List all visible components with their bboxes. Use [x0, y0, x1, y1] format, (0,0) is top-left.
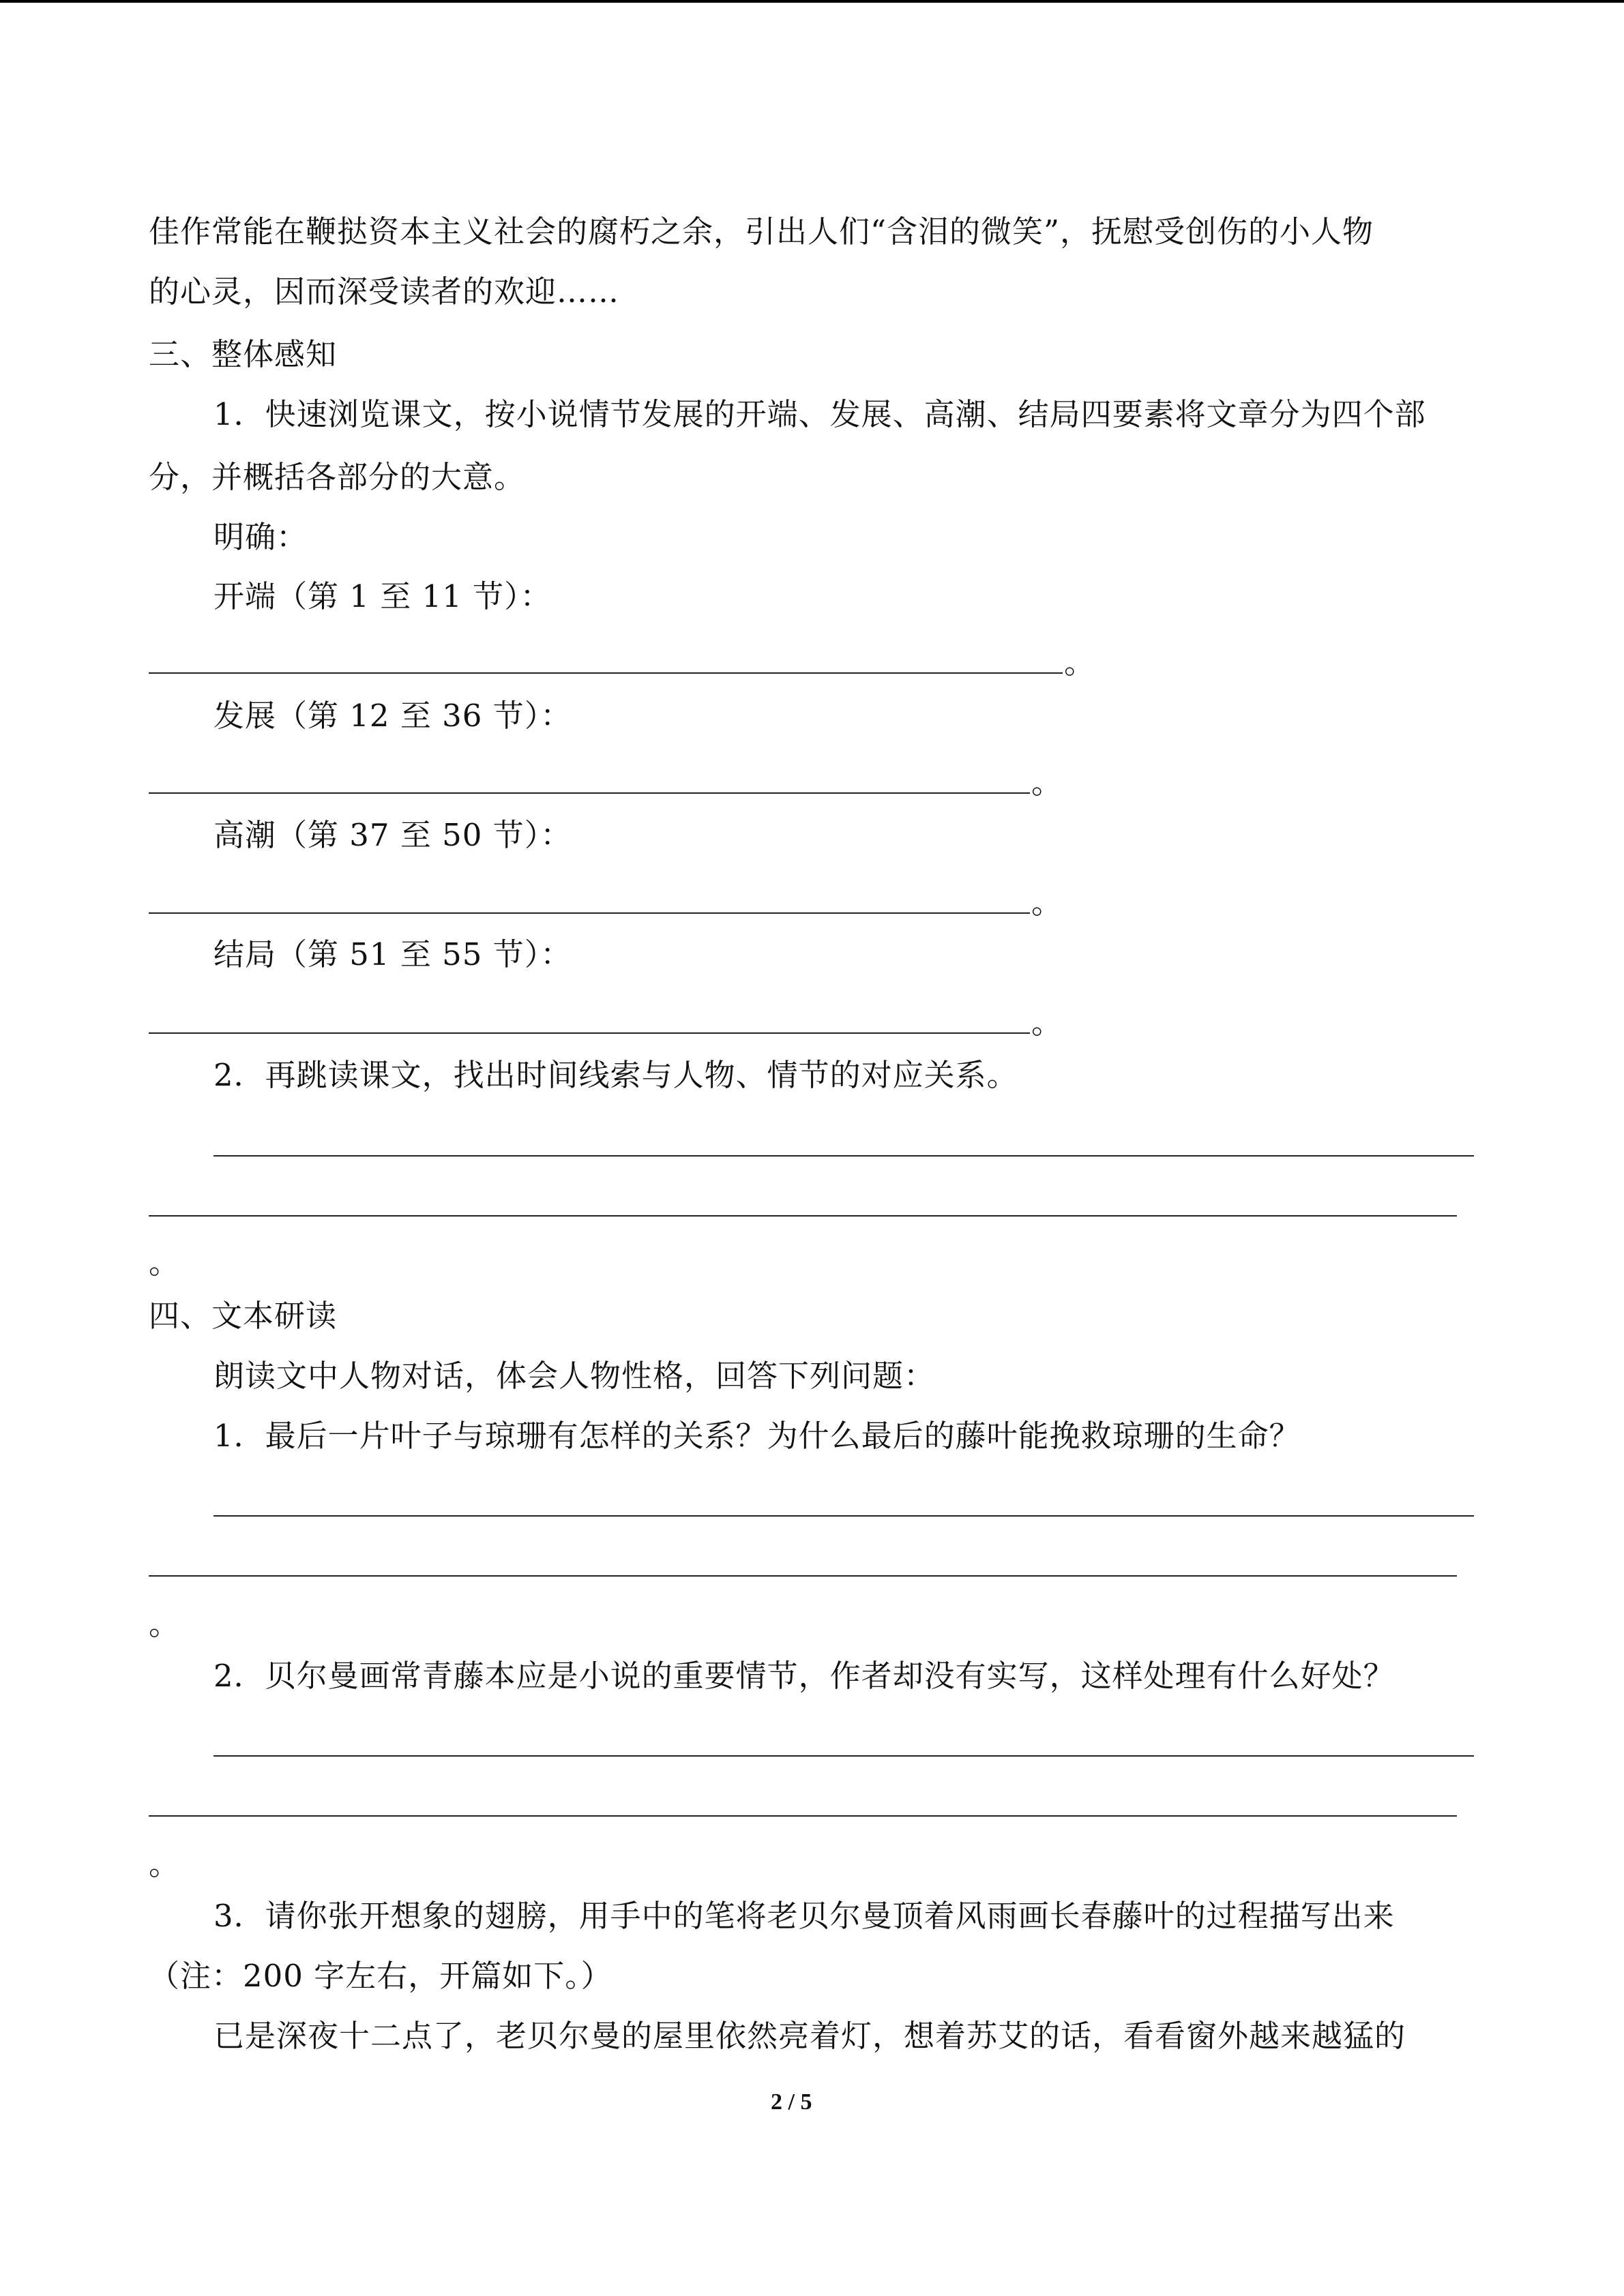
s4-q3-opening-sentence: 已是深夜十二点了，老贝尔曼的屋里依然亮着灯，想着苏艾的话，看看窗外越来越猛的: [213, 2018, 1406, 2054]
period-mark: 。: [149, 1846, 180, 1882]
q2-text: 2．再跳读课文，找出时间线索与人物、情节的对应关系。: [213, 1057, 1018, 1093]
intro-line-1: 佳作常能在鞭挞资本主义社会的腐朽之余，引出人们“含泪的微笑”，抚慰受创伤的小人物: [149, 213, 1374, 250]
answer-label: 明确：: [213, 519, 308, 555]
q2-answer-blank-1[interactable]: [213, 1155, 1474, 1157]
period-mark: 。: [1031, 884, 1063, 921]
section-4-instruction: 朗读文中人物对话，体会人物性格，回答下列问题：: [213, 1358, 936, 1394]
page-number: 2 / 5: [771, 2089, 812, 2115]
s4-q1-answer-blank-1[interactable]: [213, 1515, 1474, 1517]
section-3-heading: 三、整体感知: [149, 336, 338, 372]
part-development-answer-blank[interactable]: [149, 792, 1030, 794]
s4-q1-text: 1．最后一片叶子与琼珊有怎样的关系？为什么最后的藤叶能挽救琼珊的生命？: [213, 1418, 1301, 1454]
part-climax-label: 高潮（第 37 至 50 节）：: [213, 817, 572, 853]
s4-q2-text: 2．贝尔曼画常青藤本应是小说的重要情节，作者却没有实写，这样处理有什么好处？: [213, 1658, 1395, 1694]
intro-line-2: 的心灵，因而深受读者的欢迎……: [149, 273, 620, 310]
q1-text-line-1: 1．快速浏览课文，按小说情节发展的开端、发展、高潮、结局四要素将文章分为四个部: [213, 396, 1426, 432]
period-mark: 。: [149, 1606, 180, 1642]
s4-q2-answer-blank-2[interactable]: [149, 1815, 1457, 1817]
period-mark: 。: [1064, 644, 1095, 681]
period-mark: 。: [1031, 1004, 1063, 1041]
s4-q3-text-line-2: （注：200 字左右，开篇如下。）: [149, 1958, 612, 1994]
page-top-border: [0, 0, 1624, 3]
part-development-label: 发展（第 12 至 36 节）：: [213, 698, 572, 734]
q1-text-line-2: 分，并概括各部分的大意。: [149, 459, 526, 495]
section-4-heading: 四、文本研读: [149, 1298, 338, 1334]
q2-answer-blank-2[interactable]: [149, 1215, 1457, 1217]
s4-q3-text-line-1: 3．请你张开想象的翅膀，用手中的笔将老贝尔曼顶着风雨画长春藤叶的过程描写出来: [213, 1898, 1395, 1934]
period-mark: 。: [149, 1244, 180, 1281]
s4-q2-answer-blank-1[interactable]: [213, 1755, 1474, 1757]
part-beginning-label: 开端（第 1 至 11 节）：: [213, 578, 552, 614]
part-climax-answer-blank[interactable]: [149, 912, 1030, 914]
part-beginning-answer-blank[interactable]: [149, 672, 1063, 674]
s4-q1-answer-blank-2[interactable]: [149, 1575, 1457, 1577]
period-mark: 。: [1031, 764, 1063, 801]
part-ending-label: 结局（第 51 至 55 节）：: [213, 936, 572, 972]
part-ending-answer-blank[interactable]: [149, 1032, 1030, 1034]
